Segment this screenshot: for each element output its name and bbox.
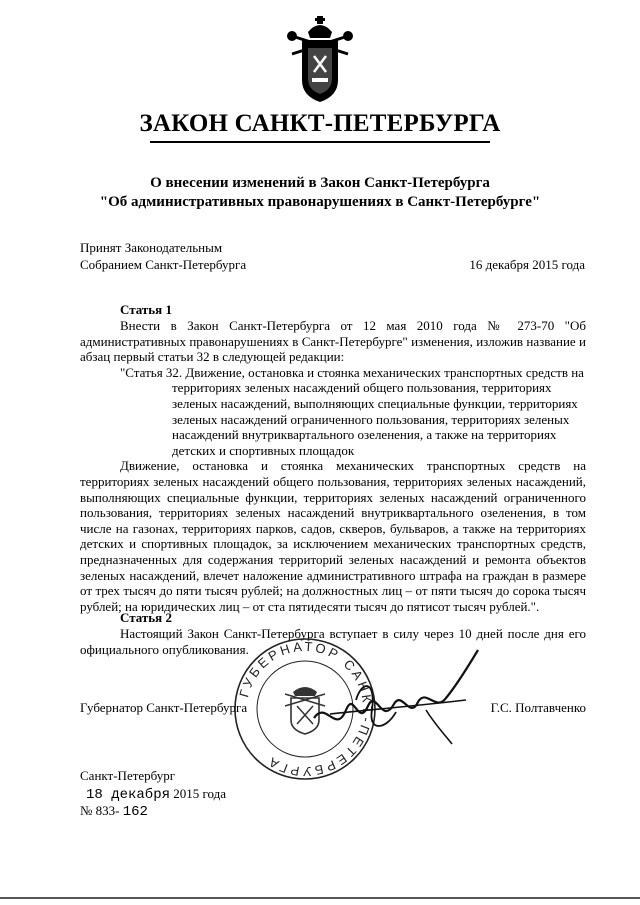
subtitle-line-1: О внесении изменений в Закон Санкт-Петербурга: [150, 175, 490, 191]
coat-of-arms-icon: [286, 14, 354, 110]
handwritten-signature: [306, 640, 486, 750]
article-32-title-rest: территориях зеленых насаждений общего пользования, территориях зеленых насаждений, выполняющих специальные функции, территориях зеленых насаждений ограниченного пользования, территориях зеленых насаждений внутриквартального озеленения, а также на территориях детских и спортивных площадок: [172, 380, 578, 458]
article-1-heading: Статья 1: [120, 302, 172, 317]
article-32-title-first-line: "Статья 32. Движение, остановка и стоянка механических транспортных средств на: [120, 364, 584, 380]
article-32-paragraph-1: Движение, остановка и стоянка механических транспортных средств на территориях зеленых насаждений общего пользования, территориях зеленых насаждений, выполняющих специальные функции, территориях зеленых насаждений ограниченного пользования, территориях зеленых насаждений внутриквартального озеленения, в том числе на газонах, территориях парков, садов, скверов, бульваров, а также на территориях детских и спортивных площадок, за исключением механических транспортных средств, предназначенных для содержания территорий зеленых насаждений и ремонта объектов зеленых насаждений, влечет наложение административного штрафа на граждан в размере от трех тысяч до пяти тысяч рублей; на должностных лиц – от пяти тысяч до сорока тысяч рублей; на юридических лиц – от ста пятидесяти тысяч до пятисот тысяч рублей.".: [80, 458, 586, 614]
law-title: ЗАКОН САНКТ-ПЕТЕРБУРГА: [139, 110, 501, 137]
signing-date-typed: 18 декабря: [86, 787, 171, 803]
law-subtitle: [60, 174, 580, 212]
article-1-intro: Внести в Закон Санкт-Петербурга от 12 мая 2010 года № 273-70 "Об административных правонарушениях в Санкт-Петербурге" изменения, изложив название и абзац первый статьи 32 в следующей редакции:: [80, 318, 586, 365]
adoption-date: 16 декабря 2015 года: [469, 257, 585, 272]
article-2-heading: Статья 2: [120, 610, 172, 625]
subtitle-line-2: "Об административных правонарушениях в Санкт-Петербурге": [99, 194, 541, 210]
seal-text: ГУБЕРНАТОР САНКТ-ПЕТЕРБУРГА: [236, 638, 376, 780]
adoption-line-1: Принят Законодательным: [80, 240, 223, 255]
scan-bottom-edge: [0, 897, 640, 899]
article-1: [80, 302, 586, 614]
law-number-prefix: № 833-: [80, 803, 120, 818]
signing-date: [86, 786, 226, 803]
article-2-text: Настоящий Закон Санкт-Петербурга вступает в силу через 10 дней после дня его официального опубликования.: [80, 626, 586, 657]
adoption-note: [80, 239, 300, 273]
governor-name: Г.С. Полтавченко: [490, 700, 586, 715]
law-number-typed: 162: [122, 804, 148, 820]
signing-date-year: 2015 года: [173, 786, 227, 801]
law-number: [80, 803, 148, 820]
governor-label: Губернатор Санкт-Петербурга: [80, 700, 248, 715]
article-32-title: [80, 365, 586, 459]
title-underline: [150, 141, 490, 143]
adoption-line-2: Собранием Санкт-Петербурга: [80, 257, 247, 272]
signing-city: Санкт-Петербург: [80, 768, 176, 783]
